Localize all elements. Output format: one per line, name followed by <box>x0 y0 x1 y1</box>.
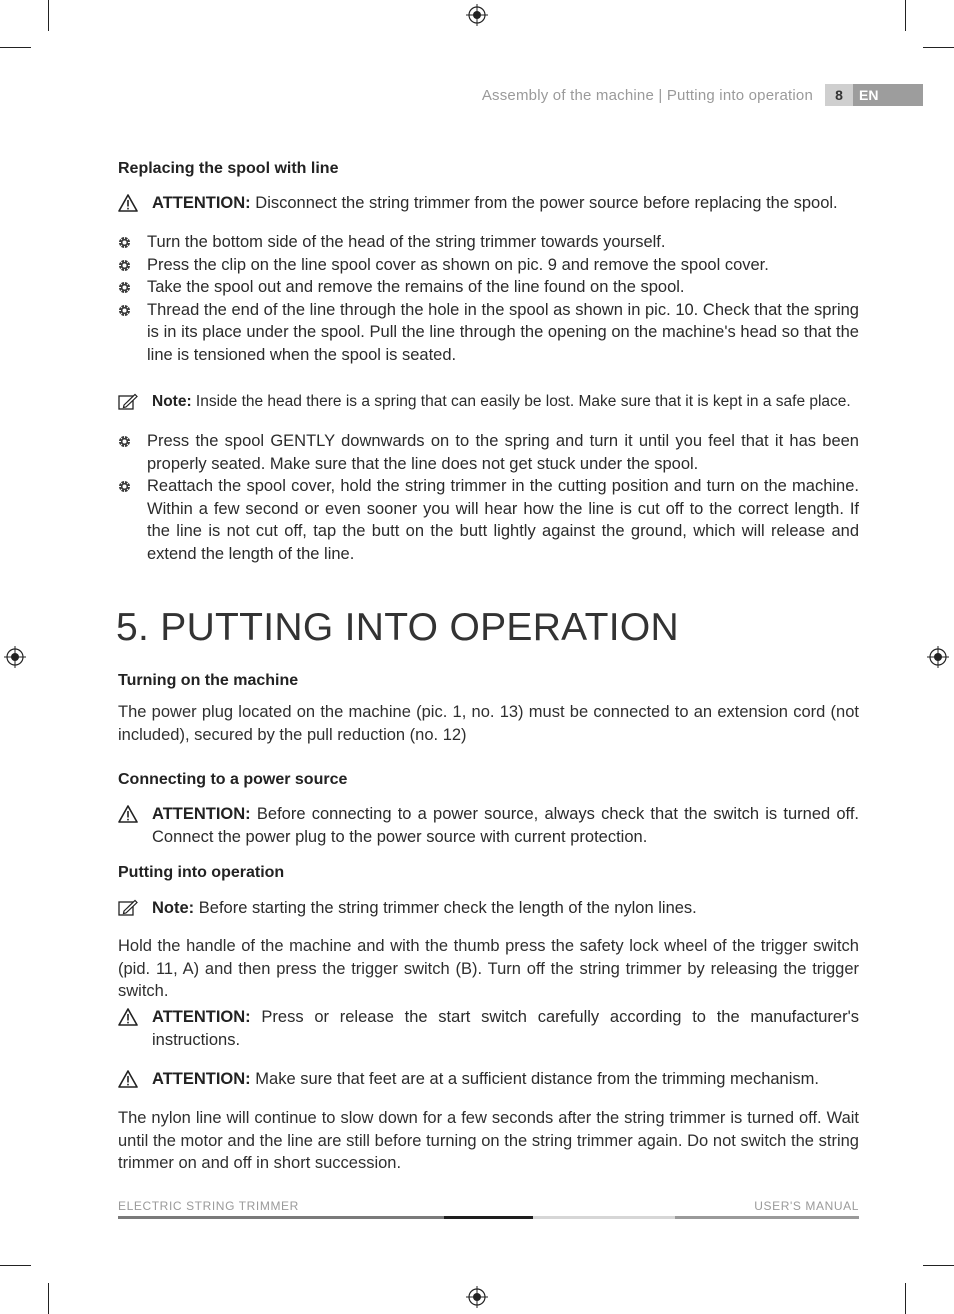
list-item: Turn the bottom side of the head of the string trimmer towards yourself. <box>118 231 859 254</box>
crop-mark <box>48 0 49 31</box>
header-section-title: Assembly of the machine | Putting into operation <box>481 86 813 104</box>
attention-label: ATTENTION: <box>152 194 251 212</box>
attention-text: Press or release the start switch carefully according to the manufacturer's instructions. <box>152 1008 859 1049</box>
crop-mark <box>48 1283 49 1314</box>
warning-triangle-icon <box>118 1070 138 1088</box>
note-label: Note: <box>152 899 195 917</box>
flower-bullet-icon <box>118 480 131 493</box>
footer-product-name: ELECTRIC STRING TRIMMER <box>118 1199 299 1213</box>
warning-triangle-icon <box>118 805 138 823</box>
flower-bullet-icon <box>118 435 131 448</box>
attention-callout <box>118 1068 859 1091</box>
language-tag: EN <box>853 84 923 106</box>
flower-bullet-icon <box>118 281 131 294</box>
list-item: Take the spool out and remove the remains of the line found on the spool. <box>118 276 859 299</box>
flower-bullet-icon <box>118 259 131 272</box>
attention-text: Make sure that feet are at a sufficient distance from the trimming mechanism. <box>250 1070 819 1088</box>
warning-triangle-icon <box>118 1008 138 1026</box>
paragraph: Hold the handle of the machine and with the thumb press the safety lock wheel of the trigger switch (pid. 11, A) and then press the trigger switch (B). Turn off the string trimmer by releasing the trigger switch. <box>118 937 859 1000</box>
subheading-putting-into-operation: Putting into operation <box>118 864 285 881</box>
list-item: Reattach the spool cover, hold the string trimmer in the cutting position and turn on the machine. Within a few second or even sooner you will hear how the line is cut off to the correct length. If the line is not cut off, tap the butt on the butt lightly against the ground, which will release and extend the length of the line. <box>118 475 859 565</box>
list-item: Press the spool GENTLY downwards on to the spring and turn it until you feel that it has been properly seated. Make sure that the line does not get stuck under the spool. <box>118 430 859 475</box>
crop-mark <box>905 1283 906 1314</box>
running-header <box>482 84 923 106</box>
registration-mark-icon <box>4 646 26 668</box>
registration-mark-icon <box>466 4 488 26</box>
subheading-turning-on: Turning on the machine <box>118 672 299 689</box>
flower-bullet-icon <box>118 236 131 249</box>
page-number: 8 <box>825 84 853 106</box>
paragraph: The power plug located on the machine (pic. 1, no. 13) must be connected to an extension cord (not included), secured by the pull reduction (no. 12) <box>118 703 859 744</box>
footer-bar-segment <box>444 1216 533 1219</box>
attention-callout <box>118 803 859 848</box>
registration-mark-icon <box>466 1286 488 1308</box>
section-title: 5. PUTTING INTO OPERATION <box>116 606 679 649</box>
note-pencil-icon <box>118 393 138 411</box>
crop-mark <box>0 1265 31 1266</box>
subheading-replacing-spool: Replacing the spool with line <box>118 160 339 177</box>
warning-triangle-icon <box>118 194 138 212</box>
note-pencil-icon <box>118 899 138 917</box>
note-callout <box>118 897 859 920</box>
note-text: Inside the head there is a spring that can easily be lost. Make sure that it is kept in a safe place. <box>191 393 851 410</box>
paragraph: The nylon line will continue to slow down for a few seconds after the string trimmer is turned off. Wait until the motor and the line are still before turning on the string trimmer again. Do not switch the string trimmer on and off in short succession. <box>118 1109 859 1172</box>
bullet-list <box>118 430 859 565</box>
footer-bar-segment <box>533 1216 675 1219</box>
attention-label: ATTENTION: <box>152 1008 251 1026</box>
crop-mark <box>0 47 31 48</box>
note-callout <box>118 391 859 414</box>
bullet-list <box>118 231 859 366</box>
note-text: Before starting the string trimmer check the length of the nylon lines. <box>194 899 697 917</box>
attention-callout <box>118 192 859 215</box>
list-item: Thread the end of the line through the hole in the spool as shown in pic. 10. Check that the spring is in its place under the spool. Pull the line through the opening on the machine's head so that the line is tensioned when the spool is seated. <box>118 299 859 367</box>
crop-mark <box>923 47 954 48</box>
crop-mark <box>923 1265 954 1266</box>
list-item: Press the clip on the line spool cover as shown on pic. 9 and remove the spool cover. <box>118 254 859 277</box>
footer-document-type: USER'S MANUAL <box>754 1199 859 1213</box>
footer-bar-segment <box>118 1216 444 1219</box>
attention-label: ATTENTION: <box>152 1070 251 1088</box>
registration-mark-icon <box>927 646 949 668</box>
flower-bullet-icon <box>118 304 131 317</box>
attention-label: ATTENTION: <box>152 805 251 823</box>
subheading-connecting: Connecting to a power source <box>118 771 348 788</box>
attention-text: Before connecting to a power source, always check that the switch is turned off. Connect the power plug to the power source with current protection. <box>152 805 859 846</box>
attention-callout <box>118 1006 859 1051</box>
footer-bar-segment <box>675 1216 859 1219</box>
note-label: Note: <box>152 393 192 410</box>
attention-text: Disconnect the string trimmer from the power source before replacing the spool. <box>250 194 838 212</box>
crop-mark <box>905 0 906 31</box>
